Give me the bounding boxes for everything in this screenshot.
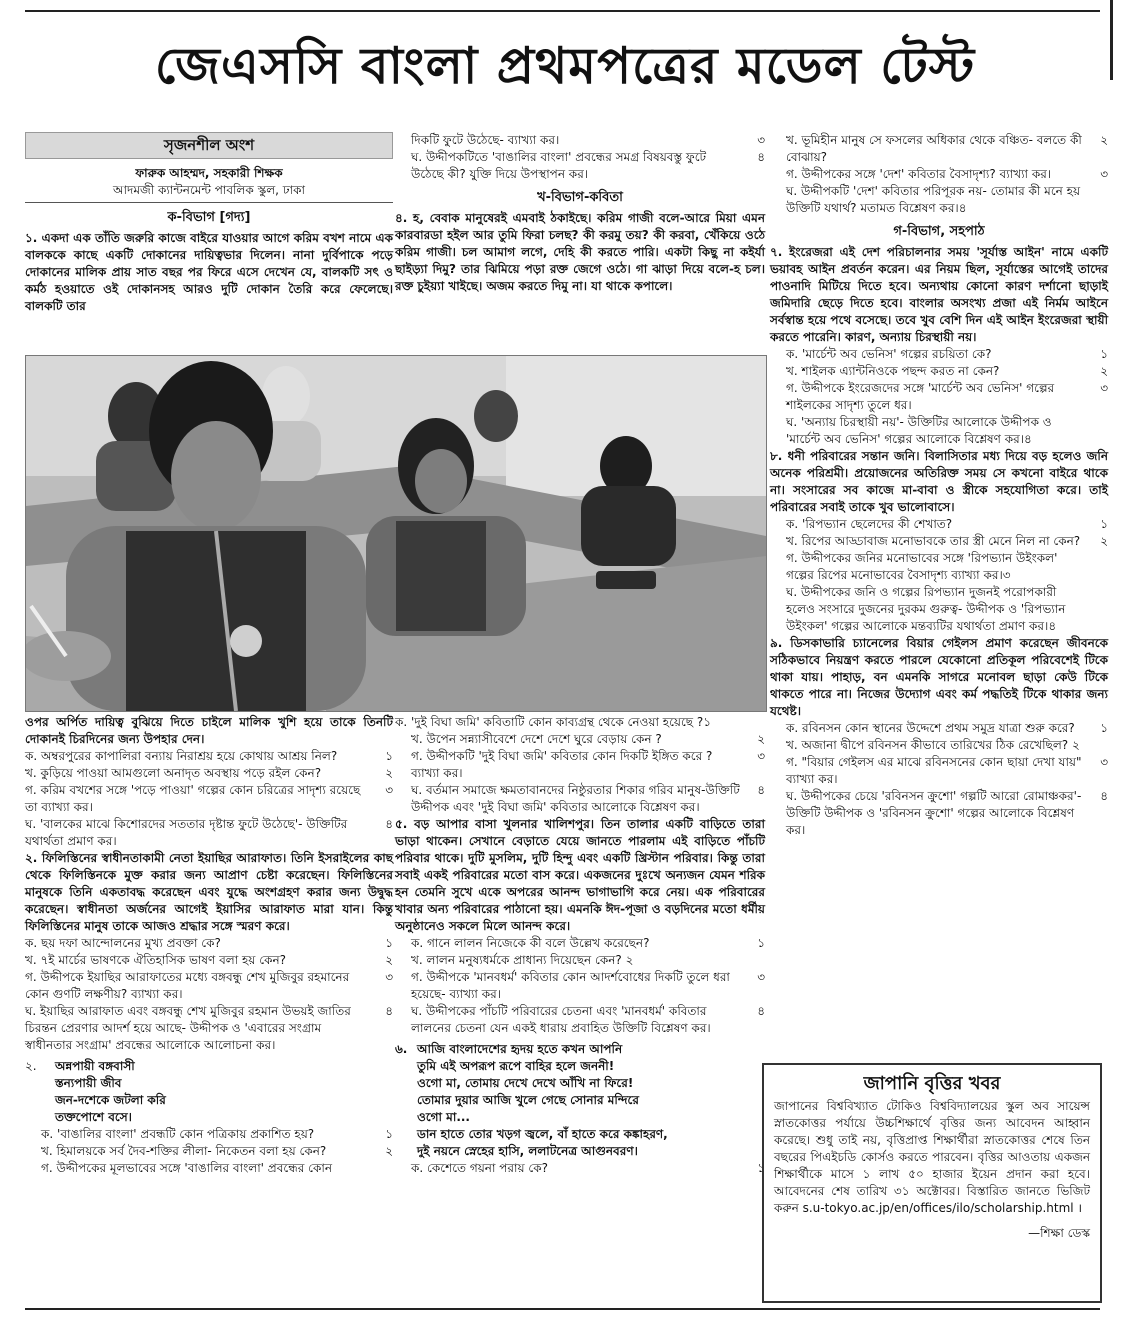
question-item: খ. লালন মনুষ্যধর্মকে প্রাধান্য দিয়েছেন কেন? ২ [411, 953, 634, 967]
question-item: ঘ. বর্তমান সমাজে ক্ষমতাবানদের নিষ্ঠুরতার শিকার গরিব মানুষ-উক্তিটি উদ্দীপক এবং 'দুই বিঘা জমি' কবিতার আলোকে বিশ্লেষণ কর। ৪ [411, 783, 765, 814]
bottom-rule [25, 1308, 1100, 1310]
question-item: ক. ছয় দফা আন্দোলনের মুখ্য প্রবক্তা কে? ১ [25, 936, 393, 950]
column-2-top [395, 132, 765, 295]
kha-heading: খ-বিভাগ-কবিতা [537, 190, 623, 205]
question-7-stem: ৭. ইংরেজরা এই দেশ পরিচালনার সময় 'সূর্যাস্ত আইন' নামে একটি ভয়াবহ আইন প্রবর্তন করেন। এর নিয়ম ছিল, সূর্যাস্তের আগেই তাদের পাওনাদি মিটিয়ে দিতে হবে। অন্যথায় কোনো কারণ দর্শানো ছাড়াই জমিদারি ছেড়ে দিতে হবে। বাংলার অসংখ্য প্রজা এই নির্মম আইনে সর্বস্বান্ত হয়ে পথে বসেছে। তবে খুব বেশি দিন এই আইন ইংরেজরা স্থায়ী করতে পারেনি। কারণ, অন্যায় চিরস্থায়ী নয়। [770, 245, 1108, 344]
column-3 [770, 132, 1108, 839]
question-item: খ. ভূমিহীন মানুষ সে ফসলের অধিকার থেকে বঞ্চিত- বলতে কী বোঝায়? ২ [786, 133, 1108, 164]
question-item: গ. উদ্দীপকের জনির মনোভাবের সঙ্গে 'রিপভ্যান উইংকল' গল্পের রিপের মনোভাবের বৈসাদৃশ্য ব্যাখ্যা কর।৩ [786, 551, 1058, 582]
question-1-stem: ১. একদা এক তাঁতি জরুরি কাজে বাইরে যাওয়ার আগে করিম বখশ নামে এক বালককে কাছে একটি দোকানের দায়িত্বভার দিলেন। নানা দুর্বিপাকে পড়ে দোকানের মালিক প্রায় সাত বছর পর ফিরে এসে দেখেন যে, বালকটি সৎ ও কর্মঠ হওয়াতে ওই দোকানসহ আরও দুটি দোকান তৈরি করে ফেলেছে। বালকটি তার [25, 231, 393, 313]
question-4-stem: ৪. হ, বেবাক মানুষেরই এমবাই ঠকাইছে। করিম গাজী বলে-আরে মিয়া এমন কারবারডা হইল আর তুমি ফিরা চলছ? কী করমু তয়? কী করবা, খেঁকিয়ে ওঠে করিম গাজী। চল আমাগ লগে, দেহি কী করতে পারি। একটা কিছু না কইর্যা ছাইড়্যা দিমু? তার ঝিমিয়ে পড়া রক্ত জেগে ওঠে। গা ঝাড়া দিয়ে বলে-হ চল। রক্ত চুইয়্যা খাইছে। অজম করতে দিমু না। যা থাকে কপালে। [395, 211, 765, 293]
question-item: খ. উপেন সন্ন্যাসীবেশে দেশে দেশে ঘুরে বেড়ায় কেন ? ২ [411, 732, 765, 746]
news-title: জাপানি বৃত্তির খবর [863, 1073, 1001, 1094]
question-item: গ. উদ্দীপকে 'মানবধর্ম' কবিতার কোন আদর্শবোধের দিকটি তুলে ধরা হয়েছে- ব্যাখ্যা কর। ৩ [411, 970, 765, 1001]
question-item: ঘ. 'অন্যায় চিরস্থায়ী নয়'- উক্তিটির আলোকে উদ্দীপক ও 'মার্চেন্ট অব ভেনিস' গল্পের আলোকে বিশ্লেষণ কর।৪ [786, 415, 1052, 446]
ka-heading: ক-বিভাগ [গদ্য] [167, 210, 251, 225]
right-rule [1110, 0, 1113, 80]
news-signature: —শিক্ষা ডেস্ক [1028, 1226, 1090, 1240]
top-rule [25, 10, 1100, 12]
question-3-poem-block: ২. অন্নপায়ী বঙ্গবাসী স্তন্যপায়ী জীব জন-দশেকে জটলা করি তক্তপোশে বসে। [25, 1059, 166, 1124]
question-9-stem: ৯. ডিসকাভারি চ্যানেলের বিয়ার গেইলস প্রমাণ করেছেন জীবনকে সঠিকভাবে নিয়ন্ত্রণ করতে পারলে যেকোনো প্রতিকূল পরিবেশেই টিকে থাকা যায়। পাহাড়, বন এমনকি সাগরে মনোবল ছাড়া কেউ টিকে থাকতে পারে না। নিজের উদ্যোগ এবং কর্ম পদ্ধতিই টিকে থাকার জন্য যথেষ্ট। [770, 636, 1108, 718]
question-item: দিকটি ফুটে উঠেছে- ব্যাখ্যা কর। ৩ [411, 133, 765, 147]
question-item: খ. ৭ই মার্চের ভাষণকে ঐতিহাসিক ভাষণ বলা হয় কেন? ২ [25, 953, 393, 967]
question-1-stem-continued: ওপর অর্পিত দায়িত্ব বুঝিয়ে দিতে চাইলে মালিক খুশি হয়ে তাকে তিনটি দোকানই চিরদিনের জন্য উপহার দেন। [25, 715, 393, 746]
exam-hall-photo [25, 355, 767, 712]
column-2-bottom [395, 714, 765, 1177]
question-5-stem: ৫. বড় আপার বাসা খুলনার খালিশপুর। তিন তালার একটি বাড়িতে তারা ভাড়া থাকেন। সেখানে বেড়াতে যেয়ে জানতে পারলাম এই বাড়িতে পাঁচটি পরিবার থাকে। দুটি মুসলিম, দুটি হিন্দু এবং একটি খ্রিস্টান পরিবার। কিন্তু তারা সবাই একই পরিবারের মতো বাস করে। একজনের দুঃখে অন্যজন যেমন শরিক হন তেমনি সুখে একে অপরের আনন্দ ভাগাভাগি করে নেয়। এক পরিবারের খাবার অন্য পরিবারের পাঠানো হয়। এমনকি ঈদ-পূজা ও বড়দিনের মতো ধর্মীয় অনুষ্ঠানেও সকলে মিলে আনন্দ করে। [395, 817, 765, 933]
question-item-list [770, 132, 1108, 217]
question-item: ক. 'মার্চেন্ট অব ভেনিস' গল্পের রচয়িতা কে? ১ [786, 347, 1108, 361]
question-item: ঘ. ইয়াছির আরাফাত এবং বঙ্গবন্ধু শেখ মুজিবুর রহমান উভয়ই জাতির চিরন্তন প্রেরণার আদর্শ হয়ে আছে- উদ্দীপক ও 'এবারের সংগ্রাম স্বাধীনতার সংগ্রাম' প্রবন্ধের আলোকে আলোচনা কর। ৪ [25, 1004, 393, 1052]
question-item: ক. গানে লালন নিজেকে কী বলে উল্লেখ করেছেন? ১ [411, 936, 765, 950]
poem-lines: আজি বাংলাদেশের হৃদয় হতে কখন আপনি তুমি এই অপরূপ রূপে বাহির হলে জননী! ওগো মা, তোমায় দেখে দেখে আঁখি না ফিরে! তোমার দুয়ার আজি খুলে গেছে সোনার মন্দিরে ওগো মা... ডান হাতে তোর খড়গ জ্বলে, বাঁ হাতে করে কঙ্কাহরণ, দুই নয়নে স্নেহের হাসি, ললাটনেত্র আগুনবরণ। [417, 1042, 668, 1158]
section-title: সৃজনশীল অংশ [25, 132, 393, 159]
scholarship-news-box [762, 1063, 1102, 1303]
question-8-stem: ৮. ধনী পরিবারের সন্তান জনি। বিলাসিতার মধ্য দিয়ে বড় হলেও জনি অনেক পরিশ্রমী। প্রয়োজনের অতিরিক্ত সময় সে কখনো বাইরে থাকে না। সংসারের সব কাজে মা-বাবা ও স্ত্রীকে সহযোগিতা করে। তাই পরিবারের সবাই তাকে খুব ভালোবাসে। [770, 449, 1108, 514]
question-item: ঘ. উদ্দীপকটিতে 'বাঙালির বাংলা' প্রবন্ধের সমগ্র বিষয়বস্তু ফুটে উঠেছে কী? যুক্তি দিয়ে উপস্থাপন কর। ৪ [411, 150, 765, 181]
question-6-poem-block: ৬. আজি বাংলাদেশের হৃদয় হতে কখন আপনি তুমি এই অপরূপ রূপে বাহির হলে জননী! ওগো মা, তোমায় দেখে দেখে আঁখি না ফিরে! তোমার দুয়ার আজি খুলে গেছে সোনার মন্দিরে ওগো মা... ডান হাতে তোর খড়গ জ্বলে, বাঁ হাতে করে কঙ্কাহরণ, দুই নয়নে স্নেহের হাসি, ললাটনেত্র আগুনবরণ। [395, 1042, 668, 1158]
author-line: ফারুক আহম্মদ, সহকারী শিক্ষক [135, 166, 283, 180]
question-item: ঘ. 'বালকের মাঝে কিশোরদের সততার দৃষ্টান্ত ফুটে উঠেছে'- উক্তিটির যথার্থতা প্রমাণ কর। ৪ [25, 817, 393, 848]
page-headline: জেএসসি বাংলা প্রথমপত্রের মডেল টেস্ট [154, 35, 976, 95]
question-item: ঘ. উদ্দীপকটি 'দেশ' কবিতার পরিপূরক নয়- তোমার কী মনে হয় উক্তিটি যথার্থ? মতামত বিশ্লেষণ কর।৪ [786, 184, 1081, 215]
school-line: আদমজী ক্যান্টনমেন্ট পাবলিক স্কুল, ঢাকা [25, 182, 393, 203]
poem-lines: অন্নপায়ী বঙ্গবাসী স্তন্যপায়ী জীব জন-দশেকে জটলা করি তক্তপোশে বসে। [55, 1059, 166, 1124]
question-item: ক. রবিনসন কোন স্থানের উদ্দেশে প্রথম সমুদ্র যাত্রা শুরু করে? ১ [786, 721, 1108, 735]
question-item: গ. উদ্দীপকটি 'দুই বিঘা জমি' কবিতার কোন দিকটি ইঙ্গিত করে ? ব্যাখ্যা কর। ৩ [411, 749, 765, 780]
question-item: খ. কুড়িয়ে পাওয়া আমগুলো অনাদৃত অবস্থায় পড়ে রইল কেন? ২ [25, 766, 393, 780]
question-item: ক. 'রিপভ্যান ছেলেদের কী শেখাত? ১ [786, 517, 1108, 531]
question-item: গ. উদ্দীপকে ইংরেজদের সঙ্গে 'মার্চেন্ট অব ভেনিস' গল্পের শাইলকের সাদৃশ্য তুলে ধর। ৩ [786, 381, 1108, 412]
ga-heading: গ-বিভাগ, সহপাঠ [893, 224, 985, 239]
question-2-stem: ২. ফিলিস্তিনের স্বাধীনতাকামী নেতা ইয়াছির আরাফাত। তিনি ইসরাইলের কাছ থেকে ফিলিস্তিনকে মুক্ত করার জন্য আপ্রাণ চেষ্টা করেছেন। ফিলিস্তিনের মানুষকে তিনি একতাবদ্ধ করেছেন এবং যুদ্ধে অংশগ্রহণ করার জন্য উদ্বুদ্ধ করেছেন। স্বাধীনতা অর্জনের আগেই ইয়াসির আরাফাত মারা যান। কিন্তু ফিলিস্তিনের মানুষ তাকে আজও শ্রদ্ধার সঙ্গে স্মরণ করে। [25, 851, 393, 933]
question-item: গ. উদ্দীপকের মূলভাবের সঙ্গে 'বাঙালির বাংলা' প্রবন্ধের কোন [41, 1161, 333, 1175]
question-item: ক. 'বাঙালির বাংলা' প্রবন্ধটি কোন পত্রিকায় প্রকাশিত হয়? ১ [41, 1127, 393, 1141]
question-item: খ. হিমালয়কে সর্ব দৈব-শক্তির লীলা- নিকেতন বলা হয় কেন? ২ [41, 1144, 393, 1158]
column-1-bottom [25, 714, 393, 1177]
question-item: গ. উদ্দীপকে ইয়াছির আরাফাতের মধ্যে বঙ্গবন্ধু শেখ মুজিবুর রহমানের কোন গুণটি লক্ষণীয়? ব্যাখ্যা কর। ৩ [25, 970, 393, 1001]
students-writing-exam-image [26, 356, 766, 711]
column-1-top [25, 132, 393, 315]
question-item: ঘ. উদ্দীপকের চেয়ে 'রবিনসন ক্রুশো' গল্পটি আরো রোমাঞ্চকর'- উক্তিটি উদ্দীপক ও 'রবিনসন ক্রুশো' গল্পের আলোকে বিশ্লেষণ কর। ৪ [786, 789, 1108, 837]
question-item: গ. করিম বখশের সঙ্গে 'পড়ে পাওয়া' গল্পের কোন চরিত্রের সাদৃশ্য রয়েছে তা ব্যাখ্যা কর। ৩ [25, 783, 393, 814]
question-item: খ. শাইলক এ্যান্টনিওকে পছন্দ করত না কেন? ২ [786, 364, 1108, 378]
question-item: খ. রিপের আড্ডাবাজ মনোভাবকে তার স্ত্রী মেনে নিল না কেন? ২ [786, 534, 1108, 548]
question-item: গ. উদ্দীপকের সঙ্গে 'দেশ' কবিতার বৈসাদৃশ্য? ব্যাখ্যা কর। ৩ [786, 167, 1108, 181]
question-item: ঘ. উদ্দীপকের জনি ও গল্পের রিপভ্যান দুজনই পরোপকারী হলেও সংসারে দুজনের দুরকম গুরুত্ব- উদ্দীপক ও 'রিপভ্যান উইংকল' গল্পের আলোকে মন্তব্যটির যথার্থতা প্রমাণ কর।৪ [786, 585, 1066, 633]
question-item: ক. 'দুই বিঘা জমি' কবিতাটি কোন কাব্যগ্রন্থ থেকে নেওয়া হয়েছে ?১ [395, 715, 712, 729]
question-item: ক. অম্বরপুরের কাপালিরা বন্যায় নিরাশ্রয় হয়ে কোথায় আশ্রয় নিল? ১ [25, 749, 393, 763]
question-item: গ. "বিয়ার গেইলস এর মাঝে রবিনসনের কোন ছায়া দেখা যায়" ব্যাখ্যা কর। ৩ [786, 755, 1108, 786]
question-item: ক. কেশেতে গয়না পরায় কে? ১ [411, 1161, 765, 1175]
question-item: ঘ. উদ্দীপকের পাঁচটি পরিবারের চেতনা এবং 'মানবধর্ম' কবিতার লালনের চেতনা যেন একই ধারায় প্রবাহিত উক্তিটি বিশ্লেষণ কর। ৪ [411, 1004, 765, 1035]
question-item: খ. অজানা দ্বীপে রবিনসন কীভাবে তারিখের ঠিক রেখেছিল? ২ [786, 738, 1080, 752]
news-body: জাপানের বিশ্ববিখ্যাত টোকিও বিশ্ববিদ্যালয়ের স্কুল অব সায়েন্স স্নাতকোত্তর পর্যায়ে উচ্চশিক্ষার্থে বৃত্তির জন্য আবেদন আহ্বান করেছে। শুধু তাই নয়, বৃত্তিপ্রাপ্ত শিক্ষার্থীরা স্নাতকোত্তর শেষে তিন বছরের পিএইচডি কোর্সও করতে পারবেন। বৃত্তির আওতায় একজন শিক্ষার্থীকে মাসে ১ লাখ ৫০ হাজার ইয়েন প্রদান করা হবে। আবেদনের শেষ তারিখ ৩১ অক্টোবর। বিস্তারিত জানতে ভিজিট করুন s.u-tokyo.ac.jp/en/offices/ilo/scholarship.html । [774, 1099, 1090, 1215]
